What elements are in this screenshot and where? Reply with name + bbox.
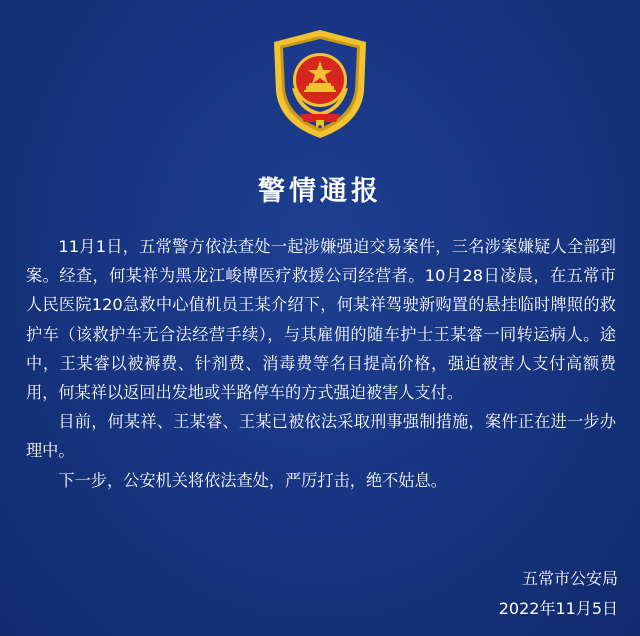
- notice-paragraph: 目前，何某祥、王某睿、王某已被依法采取刑事强制措施，案件正在进一步办理中。: [26, 412, 616, 461]
- notice-paragraph: 11月1日，五常警方依法查处一起涉嫌强迫交易案件，三名涉案嫌疑人全部到案。经查，何某祥为黑龙江峻博医疗救援公司经营者。10月28日凌晨，在五常市人民医院120急救中心值机员王某介绍下，何某祥驾驶新购置的悬挂临时牌照的救护车（该救护车无合法经营手续），与其雇佣的随车护士王某睿一同转运病人。途中，王某睿以被褥费、针剂费、消毒费等名目提高价格，强迫被害人支付高额费用，何某祥以返回出发地或半路停车的方式强迫被害人支付。: [26, 237, 616, 403]
- notice-paragraph: 下一步，公安机关将依法查处，严厉打击，绝不姑息。: [58, 470, 447, 490]
- notice-signoff: [499, 564, 618, 624]
- issue-date: 2022年11月5日: [498, 599, 618, 618]
- issuer-name: 五常市公安局: [521, 569, 618, 588]
- police-emblem-icon: [270, 28, 370, 140]
- notice-title: 警情通报: [258, 176, 382, 207]
- notice-body: [26, 232, 616, 495]
